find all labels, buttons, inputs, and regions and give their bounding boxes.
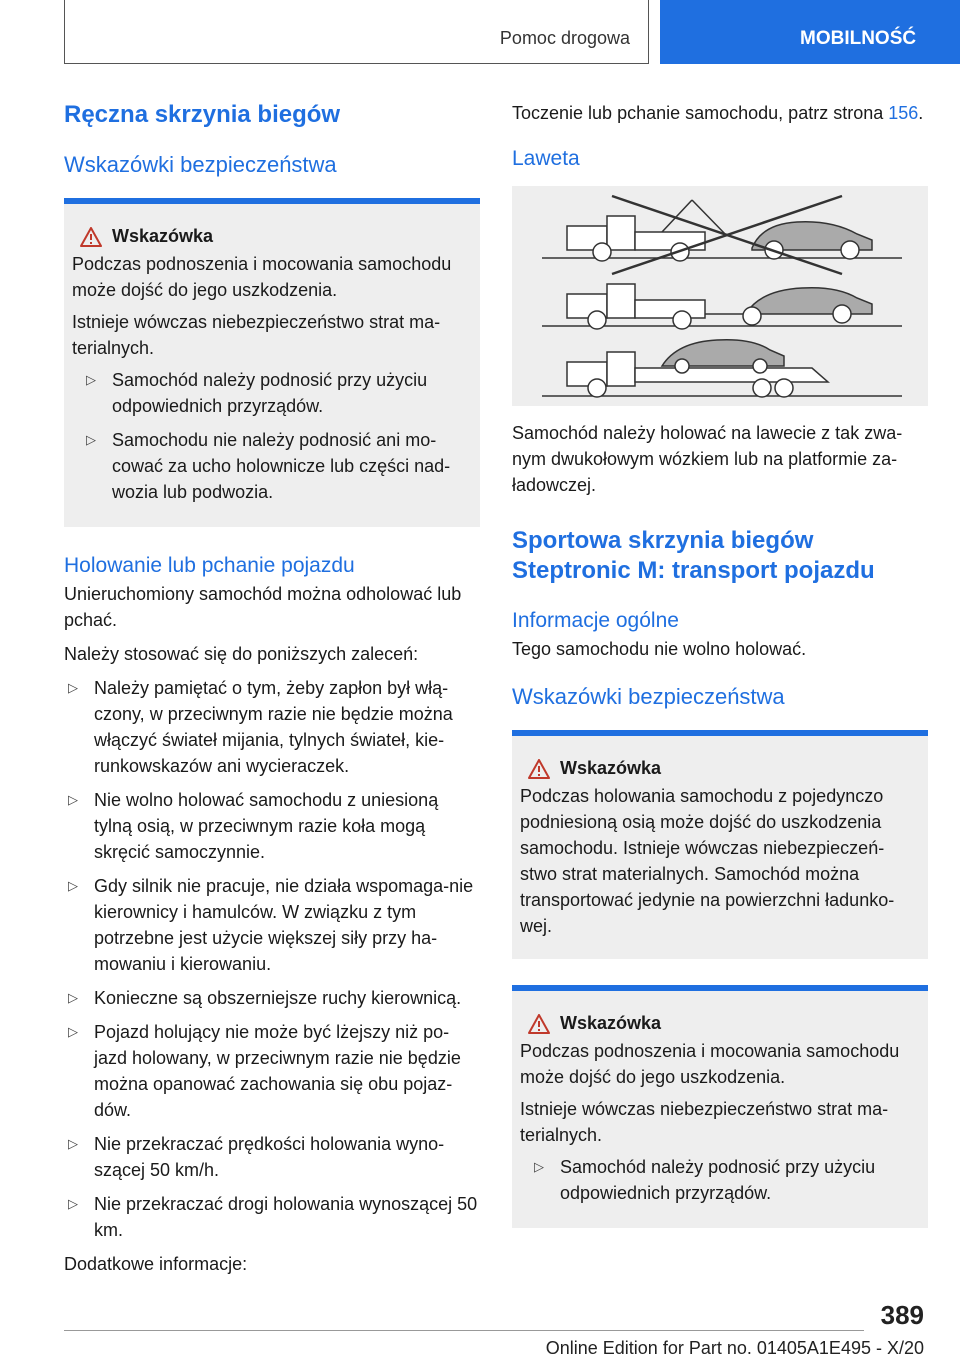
triangle-bullet-icon: ▷ bbox=[86, 372, 96, 387]
sport-heading: Sportowa skrzynia biegów Steptronic M: transport pojazdu bbox=[512, 527, 875, 584]
list-item-text: Samochód należy podnosić przy użyciu odpowiednich przyrządów. bbox=[112, 370, 428, 416]
paragraph: Samochód należy holować na lawecie z tak zwa-nym dwukołowym wózkiem lub na platformie za-ładowczej. bbox=[512, 423, 903, 495]
page-number: 389 bbox=[880, 1300, 924, 1330]
header-section-box bbox=[64, 0, 649, 64]
warning-paragraph: Istnieje wówczas niebezpieczeństwo strat ma-terialnych. bbox=[72, 312, 441, 358]
towing-heading: Holowanie lub pchanie pojazdu bbox=[64, 554, 355, 577]
warning-title-text: Wskazówka bbox=[560, 758, 662, 778]
laweta-heading: Laweta bbox=[512, 147, 580, 170]
warning-triangle-icon bbox=[528, 1014, 550, 1034]
header-chapter-tab[interactable]: MOBILNOŚĆ bbox=[660, 0, 960, 64]
list-item bbox=[64, 1191, 480, 1243]
list-item bbox=[82, 427, 472, 505]
towing-illustration bbox=[512, 186, 928, 406]
warning-title-text: Wskazówka bbox=[112, 226, 214, 246]
general-heading: Informacje ogólne bbox=[512, 609, 679, 632]
paragraph: Tego samochodu nie wolno holować. bbox=[512, 639, 807, 659]
list-item-text: Nie przekraczać drogi holowania wynoszącej 50 km. bbox=[94, 1194, 478, 1240]
list-item bbox=[64, 675, 480, 779]
triangle-bullet-icon: ▷ bbox=[68, 990, 78, 1005]
tow-truck-illustration bbox=[512, 186, 928, 406]
triangle-bullet-icon: ▷ bbox=[68, 1136, 78, 1151]
warning-title-text: Wskazówka bbox=[560, 1013, 662, 1033]
list-item-text: Samochodu nie należy podnosić ani mo-cować za ucho holownicze lub części nad-wozia lub podwozia. bbox=[112, 430, 451, 502]
warning-box bbox=[64, 198, 480, 527]
paragraph: Należy stosować się do poniższych zaleceń: bbox=[64, 644, 419, 664]
page-link[interactable]: 156 bbox=[888, 103, 919, 123]
warning-paragraph: Podczas podnoszenia i mocowania samochodu może dojść do jego uszkodzenia. bbox=[72, 254, 452, 300]
warning-box bbox=[512, 730, 928, 959]
triangle-bullet-icon: ▷ bbox=[68, 680, 78, 695]
list-item-text: Pojazd holujący nie może być lżejszy niż po-jazd holowany, w przeciwnym razie nie będzie można opanować zachowania się obu pojaz-dów. bbox=[94, 1022, 461, 1120]
right-column bbox=[512, 100, 928, 1254]
warning-title bbox=[520, 758, 920, 779]
list-item bbox=[64, 787, 480, 865]
left-column bbox=[64, 100, 480, 1285]
list-item-text: Nie przekraczać prędkości holowania wyno-szącej 50 km/h. bbox=[94, 1134, 445, 1180]
cross-reference bbox=[512, 100, 928, 126]
cross-reference-text: Toczenie lub pchanie samochodu, patrz strona bbox=[512, 103, 884, 123]
triangle-bullet-icon: ▷ bbox=[68, 878, 78, 893]
triangle-bullet-icon: ▷ bbox=[68, 792, 78, 807]
list-item-text: Należy pamiętać o tym, żeby zapłon był włą-czony, w przeciwnym razie nie będzie można włączyć świateł mijania, tylnych świateł, kie-runkowskazów ani wycieraczek. bbox=[94, 678, 453, 776]
safety-heading: Wskazówki bezpieczeństwa bbox=[512, 684, 785, 709]
list-item-text: Gdy silnik nie pracuje, nie działa wspomaga-nie kierownicy i hamulców. W związku z tym potrzebne jest użycie większej siły przy ha-mowaniu i kierowaniu. bbox=[94, 876, 474, 974]
warning-title bbox=[520, 1013, 920, 1034]
warning-box bbox=[512, 985, 928, 1228]
section-title: Ręczna skrzynia biegów bbox=[64, 101, 341, 128]
warning-paragraph: Podczas holowania samochodu z pojedynczo podniesioną osią może dojść do uszkodzenia samochodu. Istnieje wówczas niebezpieczeń-stwo strat materialnych. Samochód można transportować jedynie na powierzchni ładunko-wej. bbox=[520, 786, 895, 936]
warning-bullet-list bbox=[82, 367, 472, 505]
warning-triangle-icon bbox=[80, 227, 102, 247]
list-item bbox=[64, 1131, 480, 1183]
cross-reference-end: . bbox=[918, 103, 924, 123]
paragraph: Unieruchomiony samochód można odholować lub pchać. bbox=[64, 584, 462, 630]
list-item bbox=[64, 873, 480, 977]
list-item bbox=[82, 367, 472, 419]
footer-divider bbox=[64, 1330, 864, 1331]
triangle-bullet-icon: ▷ bbox=[86, 432, 96, 447]
paragraph: Dodatkowe informacje: bbox=[64, 1254, 248, 1274]
warning-bullet-list bbox=[530, 1154, 920, 1206]
footer-edition: Online Edition for Part no. 01405A1E495 - X/20 bbox=[545, 1338, 924, 1358]
list-item bbox=[64, 985, 480, 1011]
list-item-text: Konieczne są obszerniejsze ruchy kierownicą. bbox=[94, 988, 462, 1008]
warning-paragraph: Istnieje wówczas niebezpieczeństwo strat ma-terialnych. bbox=[520, 1099, 889, 1145]
list-item-text: Samochód należy podnosić przy użyciu odpowiednich przyrządów. bbox=[560, 1157, 876, 1203]
triangle-bullet-icon: ▷ bbox=[68, 1024, 78, 1039]
triangle-bullet-icon: ▷ bbox=[534, 1159, 544, 1174]
towing-bullet-list bbox=[64, 675, 480, 1243]
list-item bbox=[64, 1019, 480, 1123]
list-item-text: Nie wolno holować samochodu z uniesioną tylną osią, w przeciwnym razie koła mogą skręcić samoczynnie. bbox=[94, 790, 439, 862]
triangle-bullet-icon: ▷ bbox=[68, 1196, 78, 1211]
safety-heading: Wskazówki bezpieczeństwa bbox=[64, 152, 337, 177]
warning-title bbox=[72, 226, 472, 247]
warning-paragraph: Podczas podnoszenia i mocowania samochodu może dojść do jego uszkodzenia. bbox=[520, 1041, 900, 1087]
header-section-title: Pomoc drogowa bbox=[499, 28, 630, 48]
warning-triangle-icon bbox=[528, 759, 550, 779]
list-item bbox=[530, 1154, 920, 1206]
